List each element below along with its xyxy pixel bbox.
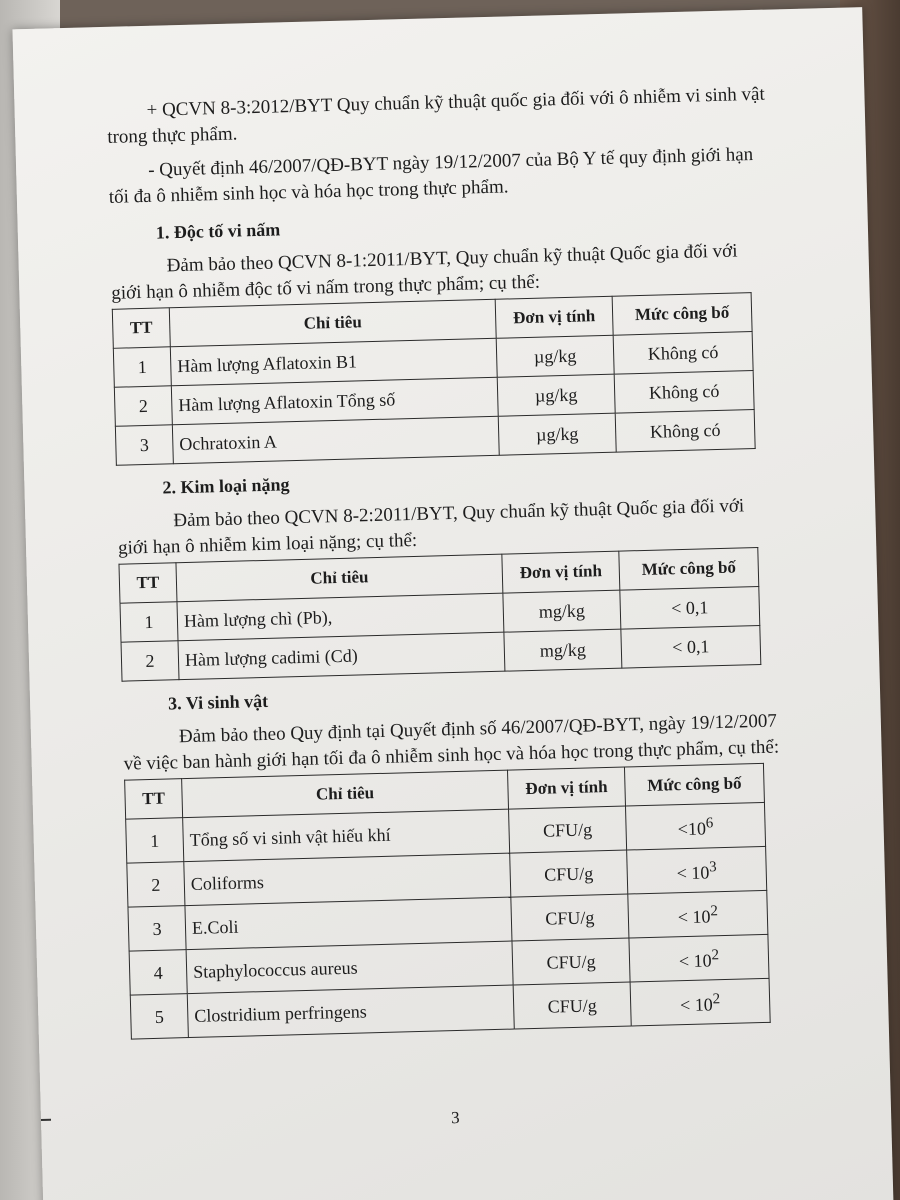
header-name: Chỉ tiêu xyxy=(182,770,509,818)
row-name: Hàm lượng cadimi (Cd) xyxy=(178,632,505,680)
limit-exponent: 2 xyxy=(710,903,719,920)
row-name: Coliforms xyxy=(184,853,511,906)
row-unit: µg/kg xyxy=(496,335,614,377)
section2-heading: 2. Kim loại nặng xyxy=(162,474,290,498)
row-name: Clostridium perfringens xyxy=(187,985,514,1038)
row-name: Staphylococcus aureus xyxy=(186,941,513,994)
row-limit xyxy=(629,934,769,982)
row-tt: 3 xyxy=(115,425,173,465)
header-limit: Mức công bố xyxy=(624,763,764,806)
row-tt: 2 xyxy=(127,862,185,907)
paragraph-qcvn-8-3: + QCVN 8-3:2012/BYT Quy chuẩn kỹ thuật quốc gia đối với ô nhiễm vi sinh vật trong thực phẩm. xyxy=(107,83,765,148)
page-content xyxy=(106,82,791,1048)
row-unit: mg/kg xyxy=(504,629,622,671)
limit-exponent: 2 xyxy=(711,947,720,964)
mycotoxin-table xyxy=(112,292,756,466)
heavy-metal-table xyxy=(118,547,761,682)
row-limit xyxy=(627,846,767,894)
row-unit: µg/kg xyxy=(498,413,616,455)
row-name: E.Coli xyxy=(185,897,512,950)
row-unit: CFU/g xyxy=(510,850,628,897)
microbiology-table xyxy=(124,763,771,1040)
row-tt: 4 xyxy=(129,950,187,995)
page-number: 3 xyxy=(450,1108,460,1128)
row-name: Ochratoxin A xyxy=(172,416,499,464)
limit-exponent: 6 xyxy=(705,815,714,832)
header-limit: Mức công bố xyxy=(619,547,759,590)
section1-lead: Đảm bảo theo QCVN 8-1:2011/BYT, Quy chuẩn kỹ thuật Quốc gia đối với giới hạn ô nhiễm độc tố vi nấm trong thực phẩm; cụ thể: xyxy=(111,240,738,304)
document-page xyxy=(12,7,893,1200)
row-unit: CFU/g xyxy=(513,982,631,1029)
row-limit: < 0,1 xyxy=(621,625,761,668)
row-limit xyxy=(628,890,768,938)
header-unit: Đơn vị tính xyxy=(508,767,626,809)
row-limit: Không có xyxy=(614,371,754,414)
row-limit xyxy=(625,802,765,850)
row-tt: 3 xyxy=(128,906,186,951)
row-tt: 1 xyxy=(120,602,178,642)
header-name: Chỉ tiêu xyxy=(176,554,503,602)
row-limit: Không có xyxy=(613,332,753,375)
header-tt: TT xyxy=(112,308,170,348)
header-limit: Mức công bố xyxy=(612,293,752,336)
header-unit: Đơn vị tính xyxy=(502,551,620,593)
row-unit: CFU/g xyxy=(511,894,629,941)
header-tt: TT xyxy=(119,563,177,603)
row-limit xyxy=(630,978,770,1026)
row-unit: CFU/g xyxy=(512,938,630,985)
section3-lead: Đảm bảo theo Quy định tại Quyết định số 46/2007/QĐ-BYT, ngày 19/12/2007 về việc ban hành giới hạn tối đa ô nhiễm sinh học và hóa học trong thực phẩm, cụ thể: xyxy=(123,710,780,775)
row-name: Hàm lượng Aflatoxin B1 xyxy=(170,338,497,386)
row-unit: µg/kg xyxy=(497,374,615,416)
section2-lead: Đảm bảo theo QCVN 8-2:2011/BYT, Quy chuẩn kỹ thuật Quốc gia đối với giới hạn ô nhiễm kim loại nặng; cụ thể: xyxy=(117,495,745,559)
limit-base: < 10 xyxy=(678,950,712,972)
row-tt: 1 xyxy=(126,818,184,863)
row-tt: 2 xyxy=(121,641,179,681)
limit-exponent: 3 xyxy=(708,859,717,876)
row-limit: < 0,1 xyxy=(620,586,760,629)
row-name: Hàm lượng chì (Pb), xyxy=(177,593,504,641)
limit-base: < 10 xyxy=(679,994,714,1016)
limit-base: < 10 xyxy=(676,862,710,884)
header-unit: Đơn vị tính xyxy=(495,296,613,338)
paragraph-decision-46: - Quyết định 46/2007/QĐ-BYT ngày 19/12/2007 của Bộ Y tế quy định giới hạn tối đa ô nhiễm sinh học và hóa học trong thực phẩm. xyxy=(108,143,754,208)
section3-heading: 3. Vi sinh vật xyxy=(167,690,269,714)
row-tt: 2 xyxy=(114,386,172,426)
row-name: Hàm lượng Aflatoxin Tổng số xyxy=(171,377,498,425)
header-name: Chỉ tiêu xyxy=(169,299,496,347)
limit-base: < 10 xyxy=(677,906,711,928)
header-tt: TT xyxy=(125,779,183,819)
row-unit: mg/kg xyxy=(503,590,621,632)
page-edge-mark xyxy=(40,1069,51,1121)
row-name: Tổng số vi sinh vật hiếu khí xyxy=(183,809,510,862)
section1-heading: 1. Độc tố vi nấm xyxy=(155,219,281,243)
row-limit: Không có xyxy=(615,410,755,453)
row-tt: 1 xyxy=(113,347,171,387)
limit-exponent: 2 xyxy=(712,991,721,1008)
limit-base: <10 xyxy=(677,818,707,840)
row-tt: 5 xyxy=(130,994,188,1039)
row-unit: CFU/g xyxy=(509,806,627,853)
